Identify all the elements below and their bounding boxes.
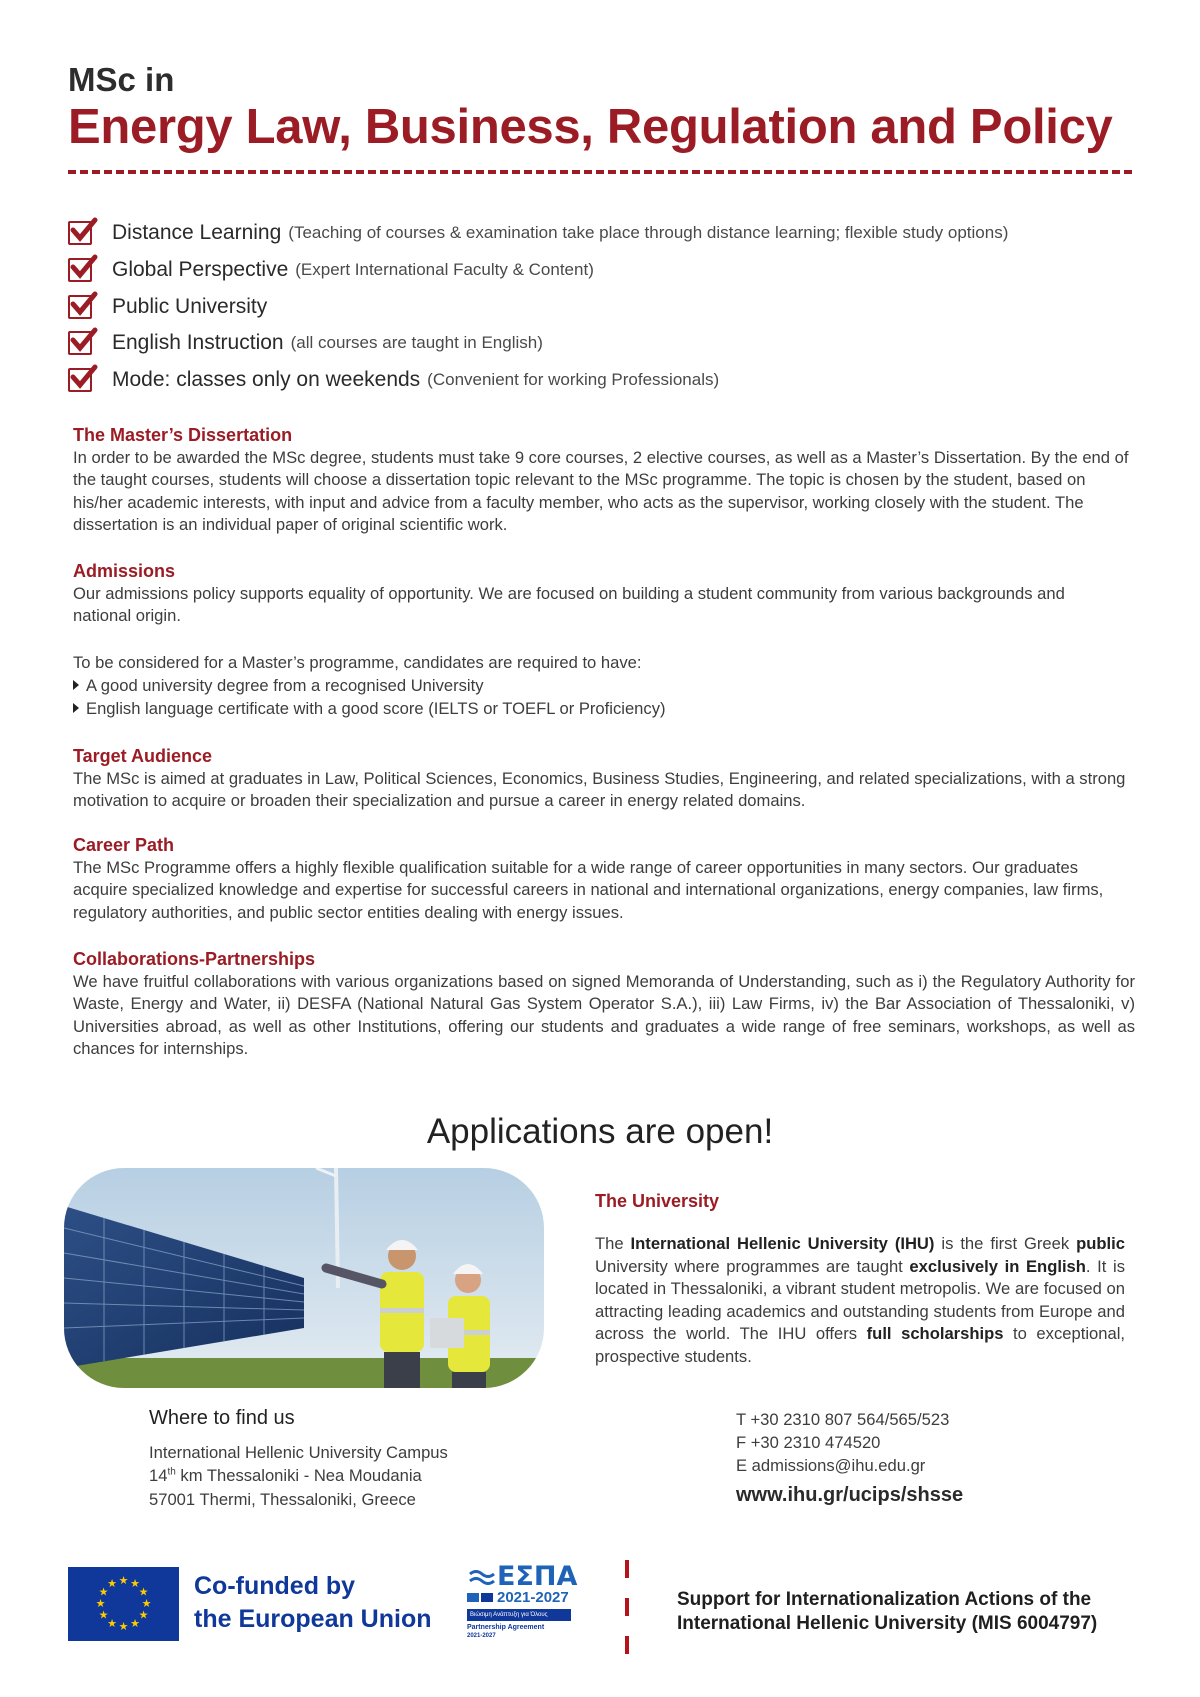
section-heading-target-audience: Target Audience [73,746,213,766]
support-statement: Support for Internationalization Actions of the International Hellenic University (MIS 6004797) [677,1589,1098,1634]
svg-text:★: ★ [118,1620,129,1633]
page-title: Energy Law, Business, Regulation and Policy [68,100,1113,154]
feature-note: (all courses are taught in English) [290,333,543,352]
checkbox-checked-icon [68,221,92,245]
email-address[interactable]: E admissions@ihu.edu.gr [736,1456,926,1475]
feature-note: (Expert International Faculty & Content) [295,260,594,279]
svg-text:★: ★ [130,1617,140,1630]
feature-weekend-mode [68,365,719,395]
section-body-collaborations: We have fruitful collaborations with various organizations based on signed Memoranda of Understanding, such as i) the Regulatory Authority for Waste, Energy and Water, ii) DESFA (National Natural Gas System Operator S.A.), iii) Law Firms, iv) the Bar Association of Thessaloniki, v) Universities abroad, as well as other Institutions, offering our students and graduates a wide range of free seminars, workshops, as well as chances for internships. [73,972,1135,1059]
checkbox-checked-icon [68,258,92,282]
where-to-find-us-heading: Where to find us [149,1407,295,1429]
address-line: 14th km Thessaloniki - Nea Moudania [149,1466,422,1485]
espa-agreement: Partnership Agreement [467,1624,545,1631]
svg-text:★: ★ [107,1617,117,1630]
svg-text:★: ★ [118,1574,129,1587]
engineers-solar-panels-photo [64,1168,544,1388]
requirements-intro: To be considered for a Master’s programme, candidates are required to have: [73,653,642,672]
section-heading-dissertation: The Master’s Dissertation [73,425,293,445]
eu-mini-flag-icon [481,1593,493,1602]
svg-text:★: ★ [141,1597,152,1610]
espa-wave-icon [469,1569,495,1587]
phone-number: T +30 2310 807 564/565/523 [736,1410,950,1429]
checkbox-checked-icon [68,331,92,355]
dashed-divider [68,170,1132,174]
section-heading-collaborations: Collaborations-Partnerships [73,949,316,969]
applications-open-title: Applications are open! [426,1112,774,1151]
section-body-dissertation: In order to be awarded the MSc degree, students must take 9 core courses, 2 elective courses, as well as a Master’s Dissertation. By the end of the taught courses, students will choose a dissertation topic relevant to the MSc programme. The topic is chosen by the student, based on his/her academic interests, with input and advice from a faculty member, who acts as the supervisor, working closely with the student. The dissertation is an individual paper of original scientific work. [73,448,1129,535]
greek-flag-icon [467,1593,479,1602]
feature-distance-learning [68,218,1008,248]
eu-cofunded-text: Co-funded by the European Union [194,1572,432,1633]
feature-label: Distance Learning [112,221,282,244]
section-body-career-path: The MSc Programme offers a highly flexible qualification suitable for a wide range of career opportunities in many sectors. Our graduates acquire specialized knowledge and expertise for successful careers in national and international organizations, energy companies, law firms, regulatory authorities, and public sector entities dealing with energy issues. [73,858,1104,922]
red-divider [625,1560,631,1654]
fax-number: F +30 2310 474520 [736,1433,881,1452]
feature-english-instruction [68,328,543,358]
triangle-bullet-icon [73,680,79,690]
triangle-bullet-icon [73,703,79,713]
section-heading-admissions: Admissions [73,561,176,581]
svg-text:★: ★ [138,1608,149,1622]
feature-note: (Teaching of courses & examination take place through distance learning; flexible study options) [288,223,1009,242]
feature-label: Public University [112,295,268,318]
website-link[interactable]: www.ihu.gr/ucips/shsse [736,1484,964,1506]
section-heading-career-path: Career Path [73,835,175,855]
feature-note: (Convenient for working Professionals) [427,370,720,389]
section-body-admissions: Our admissions policy supports equality of opportunity. We are focused on building a student community from various backgrounds and national origin. [73,584,1065,626]
section-body-target-audience: The MSc is aimed at graduates in Law, Political Sciences, Economics, Business Studies, Engineering, and related specializations, with a strong motivation to acquire or broaden their specialization and pursue a career in energy related domains. [73,769,1126,811]
section-heading-university: The University [595,1191,720,1211]
address-line: International Hellenic University Campus [149,1443,448,1462]
svg-text:★: ★ [98,1585,109,1599]
feature-label: Mode: classes only on weekends [112,368,421,391]
feature-global-perspective [68,255,594,285]
svg-text:★: ★ [95,1597,106,1610]
espa-logo [467,1561,579,1649]
section-body-university: The International Hellenic University (IHU) is the first Greek public University where programmes are taught exclusively in English. It is located in Thessaloniki, a vibrant student metropolis. We are focused on attracting leading academics and outstanding students from Europe and across the world. The IHU offers full scholarships to exceptional, prospective students. [595,1234,1125,1366]
svg-text:★: ★ [130,1577,140,1590]
espa-title: ΕΣΠΑ [497,1561,578,1592]
espa-slogan: Βιώσιμη Ανάπτυξη για Όλους [467,1609,571,1621]
pre-title: MSc in [68,61,175,98]
feature-label: Global Perspective [112,258,289,281]
espa-agreement-years: 2021-2027 [467,1633,496,1639]
espa-years: 2021-2027 [497,1589,569,1606]
eu-flag-logo [68,1567,179,1641]
feature-label: English Instruction [112,331,284,354]
svg-text:★: ★ [98,1608,109,1622]
checkbox-checked-icon [68,368,92,392]
address-line: 57001 Thermi, Thessaloniki, Greece [149,1490,416,1509]
requirement-item: A good university degree from a recognised University [73,675,484,697]
svg-text:★: ★ [138,1585,149,1599]
requirement-item: English language certificate with a good score (IELTS or TOEFL or Proficiency) [73,698,666,720]
feature-public-university [68,292,274,322]
checkbox-checked-icon [68,295,92,319]
svg-text:★: ★ [107,1577,117,1590]
